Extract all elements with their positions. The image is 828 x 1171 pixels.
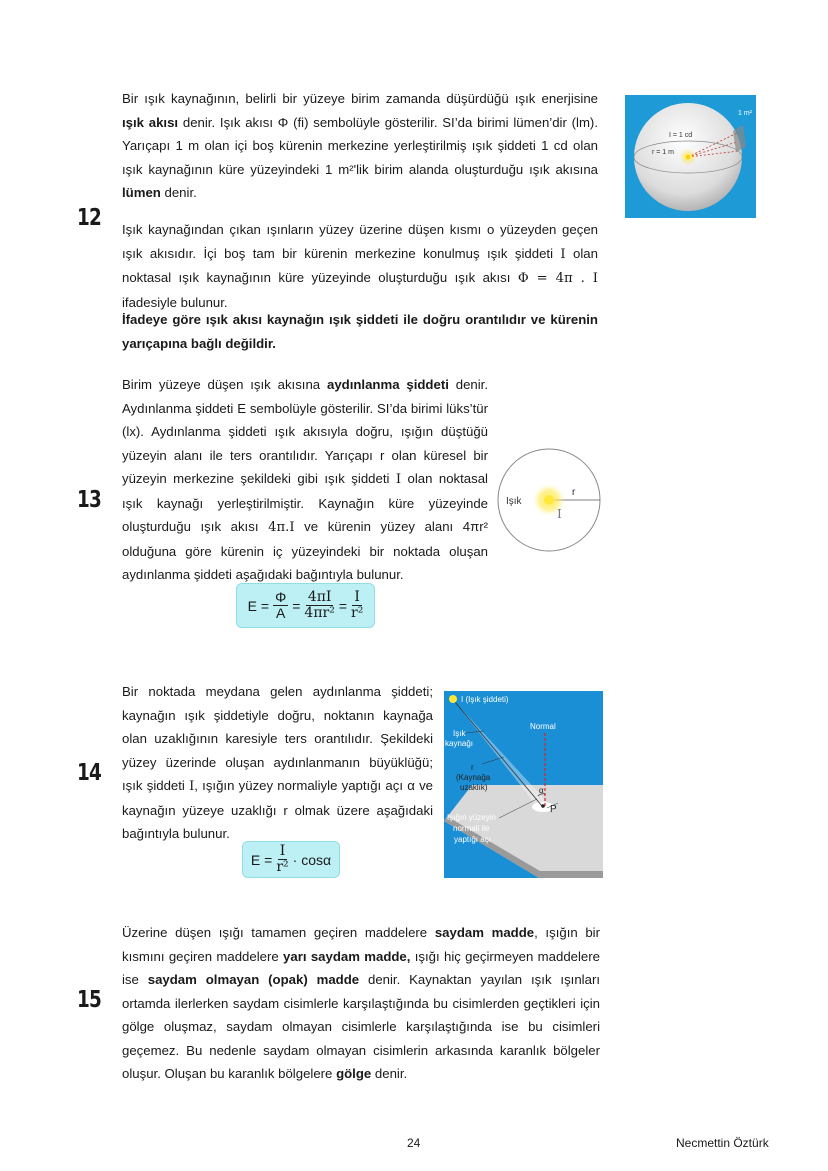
section-number-12: 12 (77, 205, 102, 231)
light-source (449, 695, 457, 703)
label-intensity: I (Işık şiddeti) (461, 695, 509, 704)
illuminance-angle-formula: E = $\frac{I}{\text{r²}}$ · cosα (242, 841, 340, 878)
label-radius: r (572, 487, 576, 498)
label-angle-3: yaptığı açı (454, 835, 491, 844)
fraction-i-r2: $\frac{I}{\text{r²}}$ (276, 843, 289, 875)
label-intensity: I = 1 cd (669, 132, 693, 139)
label-r: r (471, 763, 474, 772)
lumen-sphere-figure (625, 95, 756, 218)
author-name: Necmettin Öztürk (676, 1136, 769, 1150)
label-angle-1: Işığın yüzeyin (447, 813, 496, 822)
label-distance-2: uzaklık) (460, 783, 488, 792)
point-p (541, 804, 545, 808)
fraction-4pi: $\frac{4\pi I}{\text{4πr²}}$ (304, 589, 335, 621)
label-distance-1: (Kaynağa (456, 773, 491, 782)
fraction-i-r2: $\frac{I}{\text{r²}}$ (351, 589, 364, 621)
fraction-flux-area: $\frac{\Phi}{A}$ (275, 589, 287, 621)
label-source: Işık (506, 496, 522, 507)
light-source (686, 155, 691, 160)
section-number-13: 13 (77, 487, 102, 513)
light-source (544, 495, 554, 505)
section-number-14: 14 (77, 760, 102, 786)
page-number: 24 (407, 1136, 421, 1150)
section15-paragraph: Üzerine düşen ışığı tamamen geçiren maddelere saydam madde, ışığın bir kısmını geçiren maddelere yarı saydam madde, ışığı hiç geçirmeyen maddelere ise saydam olmayan (opak) madde denir. Kaynaktan yayılan ışık ışınları ortamda ilerlerken saydam cisimlerle karşılaştığında bu cisimlerden geçtikleri için gölge oluşmaz, saydam olmayan cisimlerle karşılaştığında ise bu cisimleri geçemez. Bu nedenle saydam olmayan cisimlerin arkasında karanlık bölgeler oluşur. Oluşan bu karanlık bölgelere gölge denir. (122, 925, 601, 1081)
section12-paragraph-2: Işık kaynağından çıkan ışınların yüzey üzerine düşen kısmı o yüzeyden geçen ışık akısıdır. İçi boş tam bir kürenin merkezine konulmuş ışık şiddeti I olan noktasal ışık kaynağının küre yüzeyinde oluşturduğu ışık akısı Φ = 4π . I ifadesiyle bulunur. (122, 222, 598, 310)
section14-paragraph: Bir noktada meydana gelen aydınlanma şiddeti; kaynağın ışık şiddetiyle doğru, noktanın kaynağa olan uzaklığının karesiyle ters orantılıdır. Şekildeki yüzey üzerinde oluşan aydınlanmanın büyüklüğü; ışık şiddeti I, ışığın yüzey normaliyle yaptığı açı α ve kaynağın yüzeye uzaklığı r olmak üzere aşağıdaki bağıntıyla bulunur. (122, 684, 433, 841)
label-angle-2: normali ile (453, 824, 490, 833)
section12-paragraph-1: Bir ışık kaynağının, belirli bir yüzeye birim zamanda düşürdüğü ışık enerjisine ışık akısı denir. Işık akısı Φ (fi) sembolüyle gösterilir. SI’da birimi lümen’dir (lm). Yarıçapı 1 m olan içi boş kürenin merkezine yerleştirilmiş ışık şiddeti 1 cd olan ışık kaynağının küre yüzeyindeki 1 m²'lik birim alanda oluşturduğu ışık akısına lümen denir. (122, 91, 598, 200)
label-radius: r = 1 m (652, 149, 674, 156)
label-p: P (550, 804, 557, 815)
label-source-1: Işık (453, 729, 466, 738)
section13-paragraph: Birim yüzeye düşen ışık akısına aydınlanma şiddeti denir. Aydınlanma şiddeti E sembolüyle gösterilir. SI’da birimi lüks’tür (lx). Aydınlanma şiddeti ışık akısıyla doğru, ışığın düştüğü yüzeyin alanı ile ters orantılıdır. Yarıçapı r olan küresel bir yüzeyin merkezine şekildeki gibi ışık şiddeti I olan noktasal ışık kaynağı yerleştirilmiştir. Kaynağın küre yüzeyinde oluşturduğu ışık akısı 4π.I ve kürenin yüzey alanı 4πr² olduğuna göre kürenin iç yüzeyindeki bir noktada oluşan aydınlanma şiddeti aşağıdaki bağıntıyla bulunur. (122, 377, 489, 582)
label-normal: Normal (530, 722, 556, 731)
section12-paragraph-3: İfadeye göre ışık akısı kaynağın ışık şiddeti ile doğru orantılıdır ve kürenin yarıçapına bağlı değildir. (122, 312, 598, 351)
illuminance-formula: E = $\frac{\Phi}{A}$ = $\frac{4\pi I}{\text{4πr²}}$ = $\frac{I}{\text{r²}}$ (236, 583, 375, 628)
label-alpha: α (539, 786, 544, 795)
label-unit-area: 1 m² (738, 110, 752, 117)
label-intensity: I (557, 507, 562, 521)
section-number-15: 15 (77, 987, 102, 1013)
surface-illumination-figure (444, 691, 603, 878)
illuminance-circle-figure (494, 446, 604, 554)
label-source-2: kaynağı (445, 739, 474, 748)
